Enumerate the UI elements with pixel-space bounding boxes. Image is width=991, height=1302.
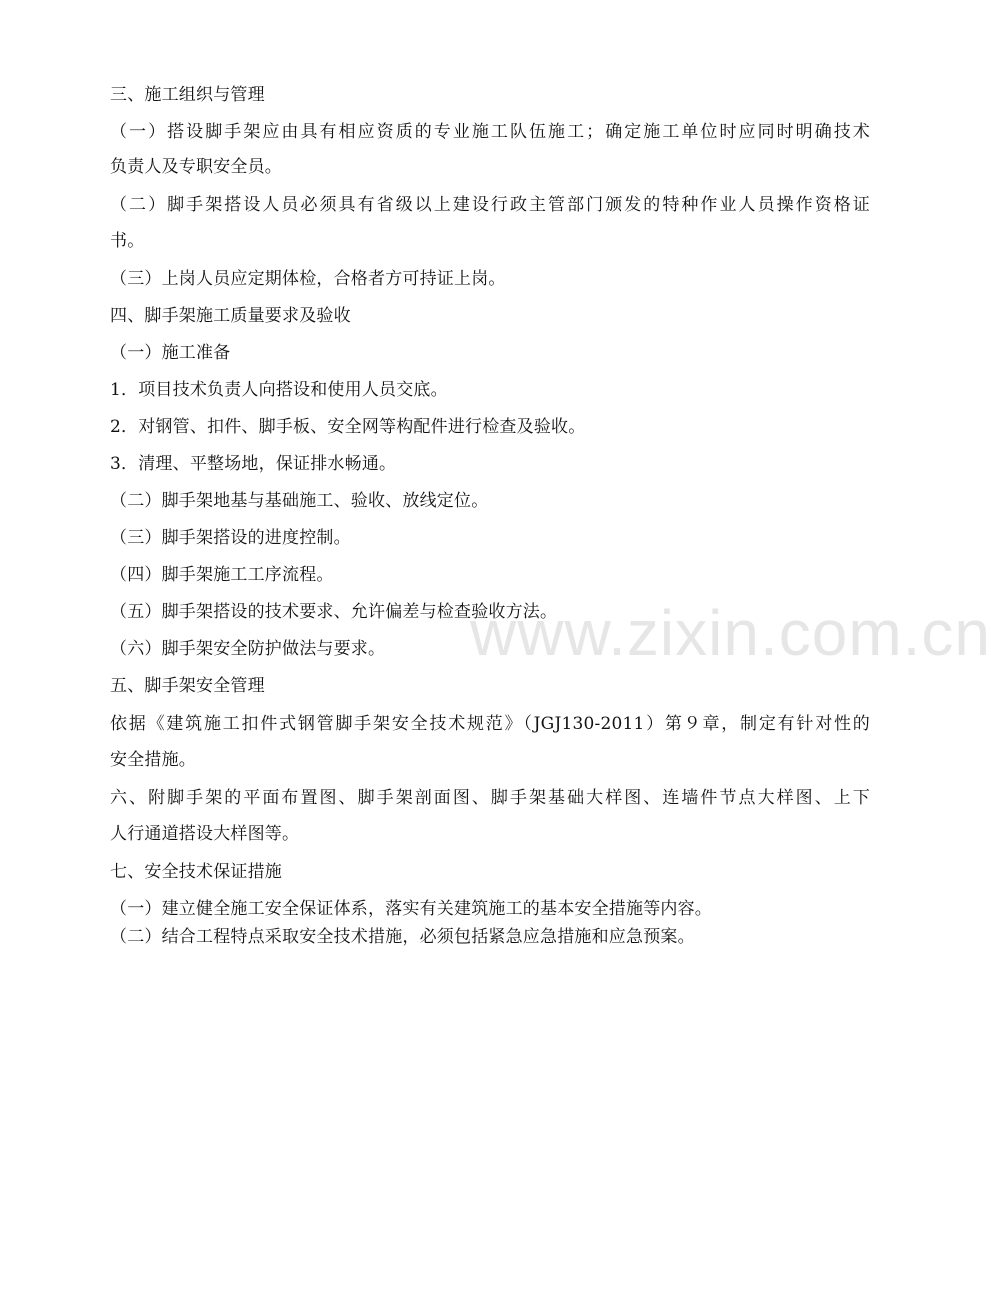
subsection-heading: （四）脚手架施工工序流程。 [110, 565, 334, 585]
paragraph-line: （三）上岗人员应定期体检，合格者方可持证上岗。 [110, 269, 506, 289]
subsection-heading: （二）脚手架地基与基础施工、验收、放线定位。 [110, 491, 489, 511]
paragraph-line: 书。 [110, 231, 145, 251]
section-heading-4: 四、脚手架施工质量要求及验收 [110, 306, 351, 326]
paragraph-line: （一）搭设脚手架应由具有相应资质的专业施工队伍施工；确定施工单位时应同时明确技术 [110, 122, 870, 142]
list-item: 2．对钢管、扣件、脚手板、安全网等构配件进行检查及验收。 [110, 417, 586, 437]
subsection-heading: （三）脚手架搭设的进度控制。 [110, 528, 351, 548]
paragraph-line: 人行通道搭设大样图等。 [110, 824, 300, 844]
subsection-heading: （六）脚手架安全防护做法与要求。 [110, 639, 386, 659]
section-heading-7: 七、安全技术保证措施 [110, 862, 282, 882]
subsection-heading: （一）建立健全施工安全保证体系，落实有关建筑施工的基本安全措施等内容。 [110, 899, 712, 919]
list-item: 3．清理、平整场地，保证排水畅通。 [110, 454, 397, 474]
subsection-heading: （二）结合工程特点采取安全技术措施，必须包括紧急应急措施和应急预案。 [110, 927, 695, 947]
section-heading-6: 六、附脚手架的平面布置图、脚手架剖面图、脚手架基础大样图、连墙件节点大样图、上下 [110, 788, 870, 808]
paragraph-line: （二）脚手架搭设人员必须具有省级以上建设行政主管部门颁发的特种作业人员操作资格证 [110, 195, 870, 215]
subsection-heading: （一）施工准备 [110, 343, 231, 363]
subsection-heading: （五）脚手架搭设的技术要求、允许偏差与检查验收方法。 [110, 602, 558, 622]
paragraph-line: 安全措施。 [110, 750, 196, 770]
paragraph-line: 负责人及专职安全员。 [110, 157, 282, 177]
paragraph-line: 依据《建筑施工扣件式钢管脚手架安全技术规范》（JGJ130-2011）第９章，制定有针对性的 [110, 714, 870, 734]
watermark: www.zixin.com.cn [470, 597, 991, 669]
section-heading-3: 三、施工组织与管理 [110, 85, 265, 105]
list-item: 1．项目技术负责人向搭设和使用人员交底。 [110, 380, 448, 400]
section-heading-5: 五、脚手架安全管理 [110, 676, 265, 696]
